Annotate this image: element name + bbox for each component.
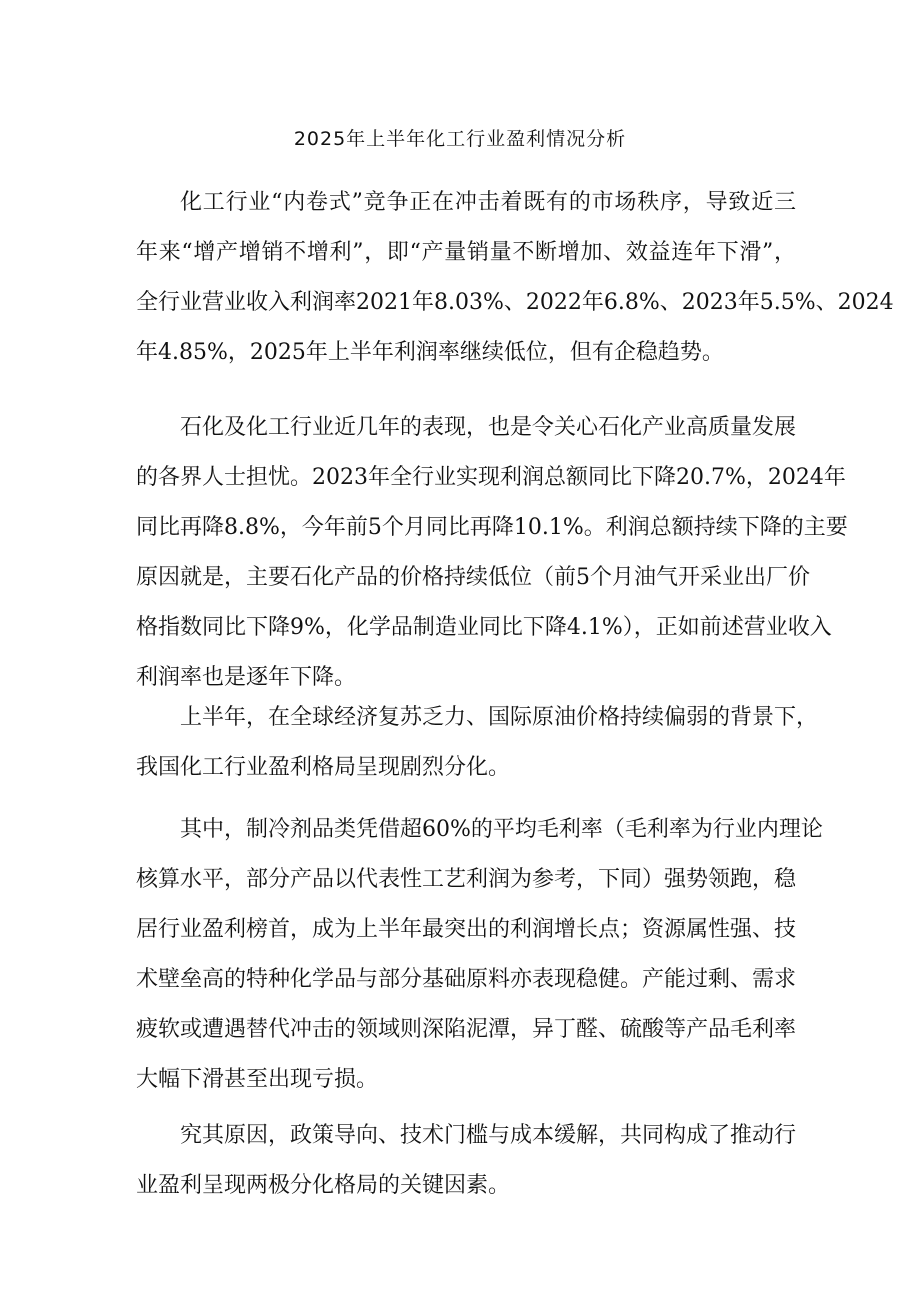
- paragraph-line: 化工行业“内卷式”竞争正在冲击着既有的市场秩序，导致近三: [180, 190, 796, 215]
- paragraph-line: 同比再降8.8%，今年前5个月同比再降10.1%。利润总额持续下降的主要: [136, 515, 848, 540]
- paragraph-1: [136, 178, 894, 378]
- paragraph-line: 核算水平，部分产品以代表性工艺利润为参考，下同）强势领跑，稳: [136, 867, 797, 892]
- paragraph-3: [136, 693, 819, 793]
- paragraph-5: [136, 1111, 796, 1211]
- paragraph-line: 格指数同比下降9%，化学品制造业同比下降4.1%），正如前述营业收入: [136, 615, 832, 640]
- paragraph-line: 石化及化工行业近几年的表现，也是令关心石化产业高质量发展: [180, 415, 797, 440]
- paragraph-line: 我国化工行业盈利格局呈现剧烈分化。: [136, 755, 511, 780]
- paragraph-line: 疲软或遭遇替代冲击的领域则深陷泥潭，异丁醛、硫酸等产品毛利率: [136, 1017, 797, 1042]
- paragraph-line: 究其原因，政策导向、技术门槛与成本缓解，共同构成了推动行: [180, 1123, 797, 1148]
- paragraph-line: 其中，制冷剂品类凭借超60%的平均毛利率（毛利率为行业内理论: [180, 817, 823, 842]
- paragraph-line: 居行业盈利榜首，成为上半年最突出的利润增长点；资源属性强、技: [136, 917, 797, 942]
- paragraph-line: 大幅下滑甚至出现亏损。: [136, 1067, 379, 1092]
- document-title: 2025年上半年化工行业盈利情况分析: [293, 128, 627, 150]
- paragraph-2: [136, 403, 848, 703]
- paragraph-line: 业盈利呈现两极分化格局的关键因素。: [136, 1173, 511, 1198]
- paragraph-line: 全行业营业收入利润率2021年8.03%、2022年6.8%、2023年5.5%、2024: [136, 290, 894, 315]
- paragraph-line: 原因就是，主要石化产品的价格持续低位（前5个月油气开采业出厂价: [136, 565, 810, 590]
- paragraph-line: 上半年，在全球经济复苏乏力、国际原油价格持续偏弱的背景下，: [180, 705, 819, 730]
- paragraph-line: 的各界人士担忧。2023年全行业实现利润总额同比下降20.7%，2024年: [136, 465, 846, 490]
- paragraph-4: [136, 805, 823, 1105]
- paragraph-line: 利润率也是逐年下降。: [136, 665, 357, 690]
- paragraph-line: 年来“增产增销不增利”，即“产量销量不断增加、效益连年下滑”，: [136, 240, 796, 265]
- paragraph-line: 年4.85%，2025年上半年利润率继续低位，但有企稳趋势。: [136, 340, 724, 365]
- paragraph-line: 术壁垒高的特种化学品与部分基础原料亦表现稳健。产能过剩、需求: [136, 967, 797, 992]
